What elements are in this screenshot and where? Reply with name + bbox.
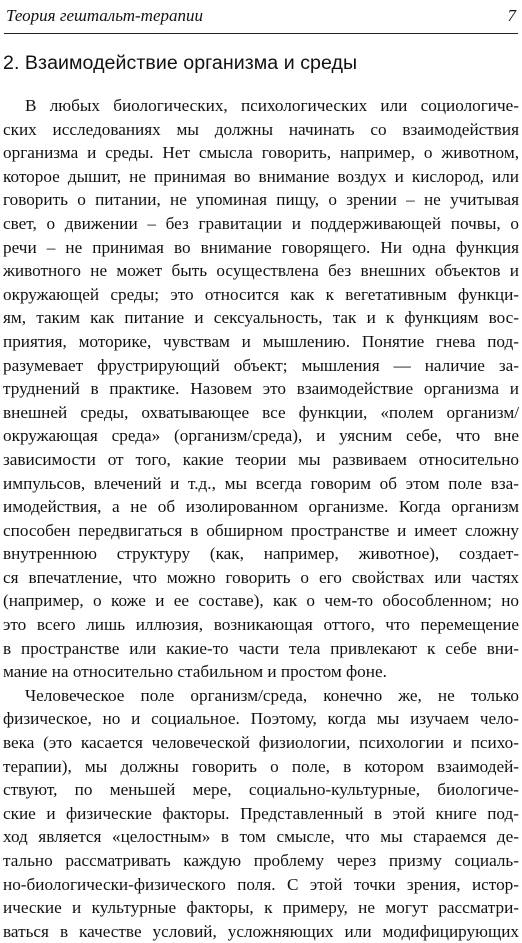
text-line: животного не может быть осуществлена без внешних объектов и bbox=[3, 261, 519, 281]
text-line: окружающей среды; это относится как к вегетативным функци- bbox=[3, 284, 519, 304]
running-head-title: Теория гештальт-терапии bbox=[6, 6, 203, 25]
section-title: 2. Взаимодействие организма и среды bbox=[3, 52, 358, 74]
text-line: физическое, но и социальное. Поэтому, когда мы изучаем чело- bbox=[3, 709, 519, 729]
text-line: в пространстве или какие-то части тела привлекают к себе вни- bbox=[3, 638, 519, 658]
text-line: тально рассматривать каждую проблему через призму социаль- bbox=[3, 851, 519, 870]
text-line: терапии), мы должны говорить о поле, в котором взаимодей- bbox=[3, 756, 519, 776]
running-head bbox=[6, 6, 516, 28]
text-line: ические и культурные факторы, к примеру, не могут рассматри- bbox=[3, 898, 519, 918]
text-line: приятия, моторике, чувствам и мышлению. Понятие гнева под- bbox=[3, 331, 519, 351]
body-text bbox=[3, 94, 519, 943]
text-line: говорить о питании, не упоминая пищу, о зрении – не учитывая bbox=[3, 190, 519, 210]
header-rule bbox=[4, 33, 518, 34]
text-line: речи – не принимая во внимание говорящего. Ни одна функция bbox=[3, 237, 519, 257]
paragraph bbox=[3, 684, 519, 943]
text-line: Человеческое поле организм/среда, конечно же, не только bbox=[25, 685, 519, 705]
text-line: импульсов, влечений и т.д., мы всегда говорим об этом поле вза- bbox=[3, 473, 519, 493]
text-line: это всего лишь иллюзия, возникающая оттого, что перемещение bbox=[3, 615, 519, 635]
text-line: труднений в практике. Назовем это взаимодействие организма и bbox=[3, 379, 519, 399]
text-line: имодействия, а не об изолированном организме. Когда организм bbox=[3, 497, 519, 517]
text-line: ся впечатление, что можно говорить о его свойствах или частях bbox=[3, 567, 519, 587]
text-line: ские и физические факторы. Представленный в этой книге под- bbox=[3, 803, 519, 823]
text-line: В любых биологических, психологических или социологиче- bbox=[25, 96, 519, 115]
text-line: организма и среды. Нет смысла говорить, например, о животном, bbox=[3, 143, 519, 163]
text-line: (например, о коже и ее составе), как о чем-то обособленном; но bbox=[3, 591, 519, 611]
text-line: внутреннюю структуру (как, например, животное), создает- bbox=[3, 544, 519, 564]
page-number: 7 bbox=[507, 6, 516, 25]
text-line: ваться в качестве условий, усложняющих или модифицирующих bbox=[3, 921, 519, 941]
text-line: которое дышит, не принимая во внимание воздух и кислород, или bbox=[3, 166, 519, 186]
text-line: ход является «целостным» в том смысле, что мы стараемся де- bbox=[3, 827, 519, 847]
paragraph bbox=[3, 94, 519, 684]
text-line: ствуют, по меньшей мере, социально-культурные, биологиче- bbox=[3, 780, 519, 800]
text-line: свет, о движении – без гравитации и поддерживающей почвы, о bbox=[3, 213, 519, 233]
text-line: способен передвигаться в обширном пространстве и имеет сложну bbox=[3, 520, 519, 540]
text-line: но-биологически-физического поля. С этой точки зрения, истор- bbox=[3, 874, 519, 894]
text-line: ям, таким как питание и сексуальность, так и к функциям вос- bbox=[3, 308, 519, 328]
text-line: ских исследованиях мы должны начинать со взаимодействия bbox=[3, 119, 519, 139]
text-line: века (это касается человеческой физиологии, психологии и психо- bbox=[3, 733, 519, 753]
text-line: зависимости от того, какие теории мы развиваем относительно bbox=[3, 449, 519, 469]
text-line: мание на относительно стабильном и простом фоне. bbox=[3, 662, 387, 682]
text-line: окружающая среда» (организм/среда), и уясним себе, что вне bbox=[3, 426, 519, 446]
text-line: внешней среды, охватывающее все функции, «полем организм/ bbox=[3, 402, 519, 422]
text-line: разумевает фрустрирующий объект; мышления — наличие за- bbox=[3, 355, 519, 375]
